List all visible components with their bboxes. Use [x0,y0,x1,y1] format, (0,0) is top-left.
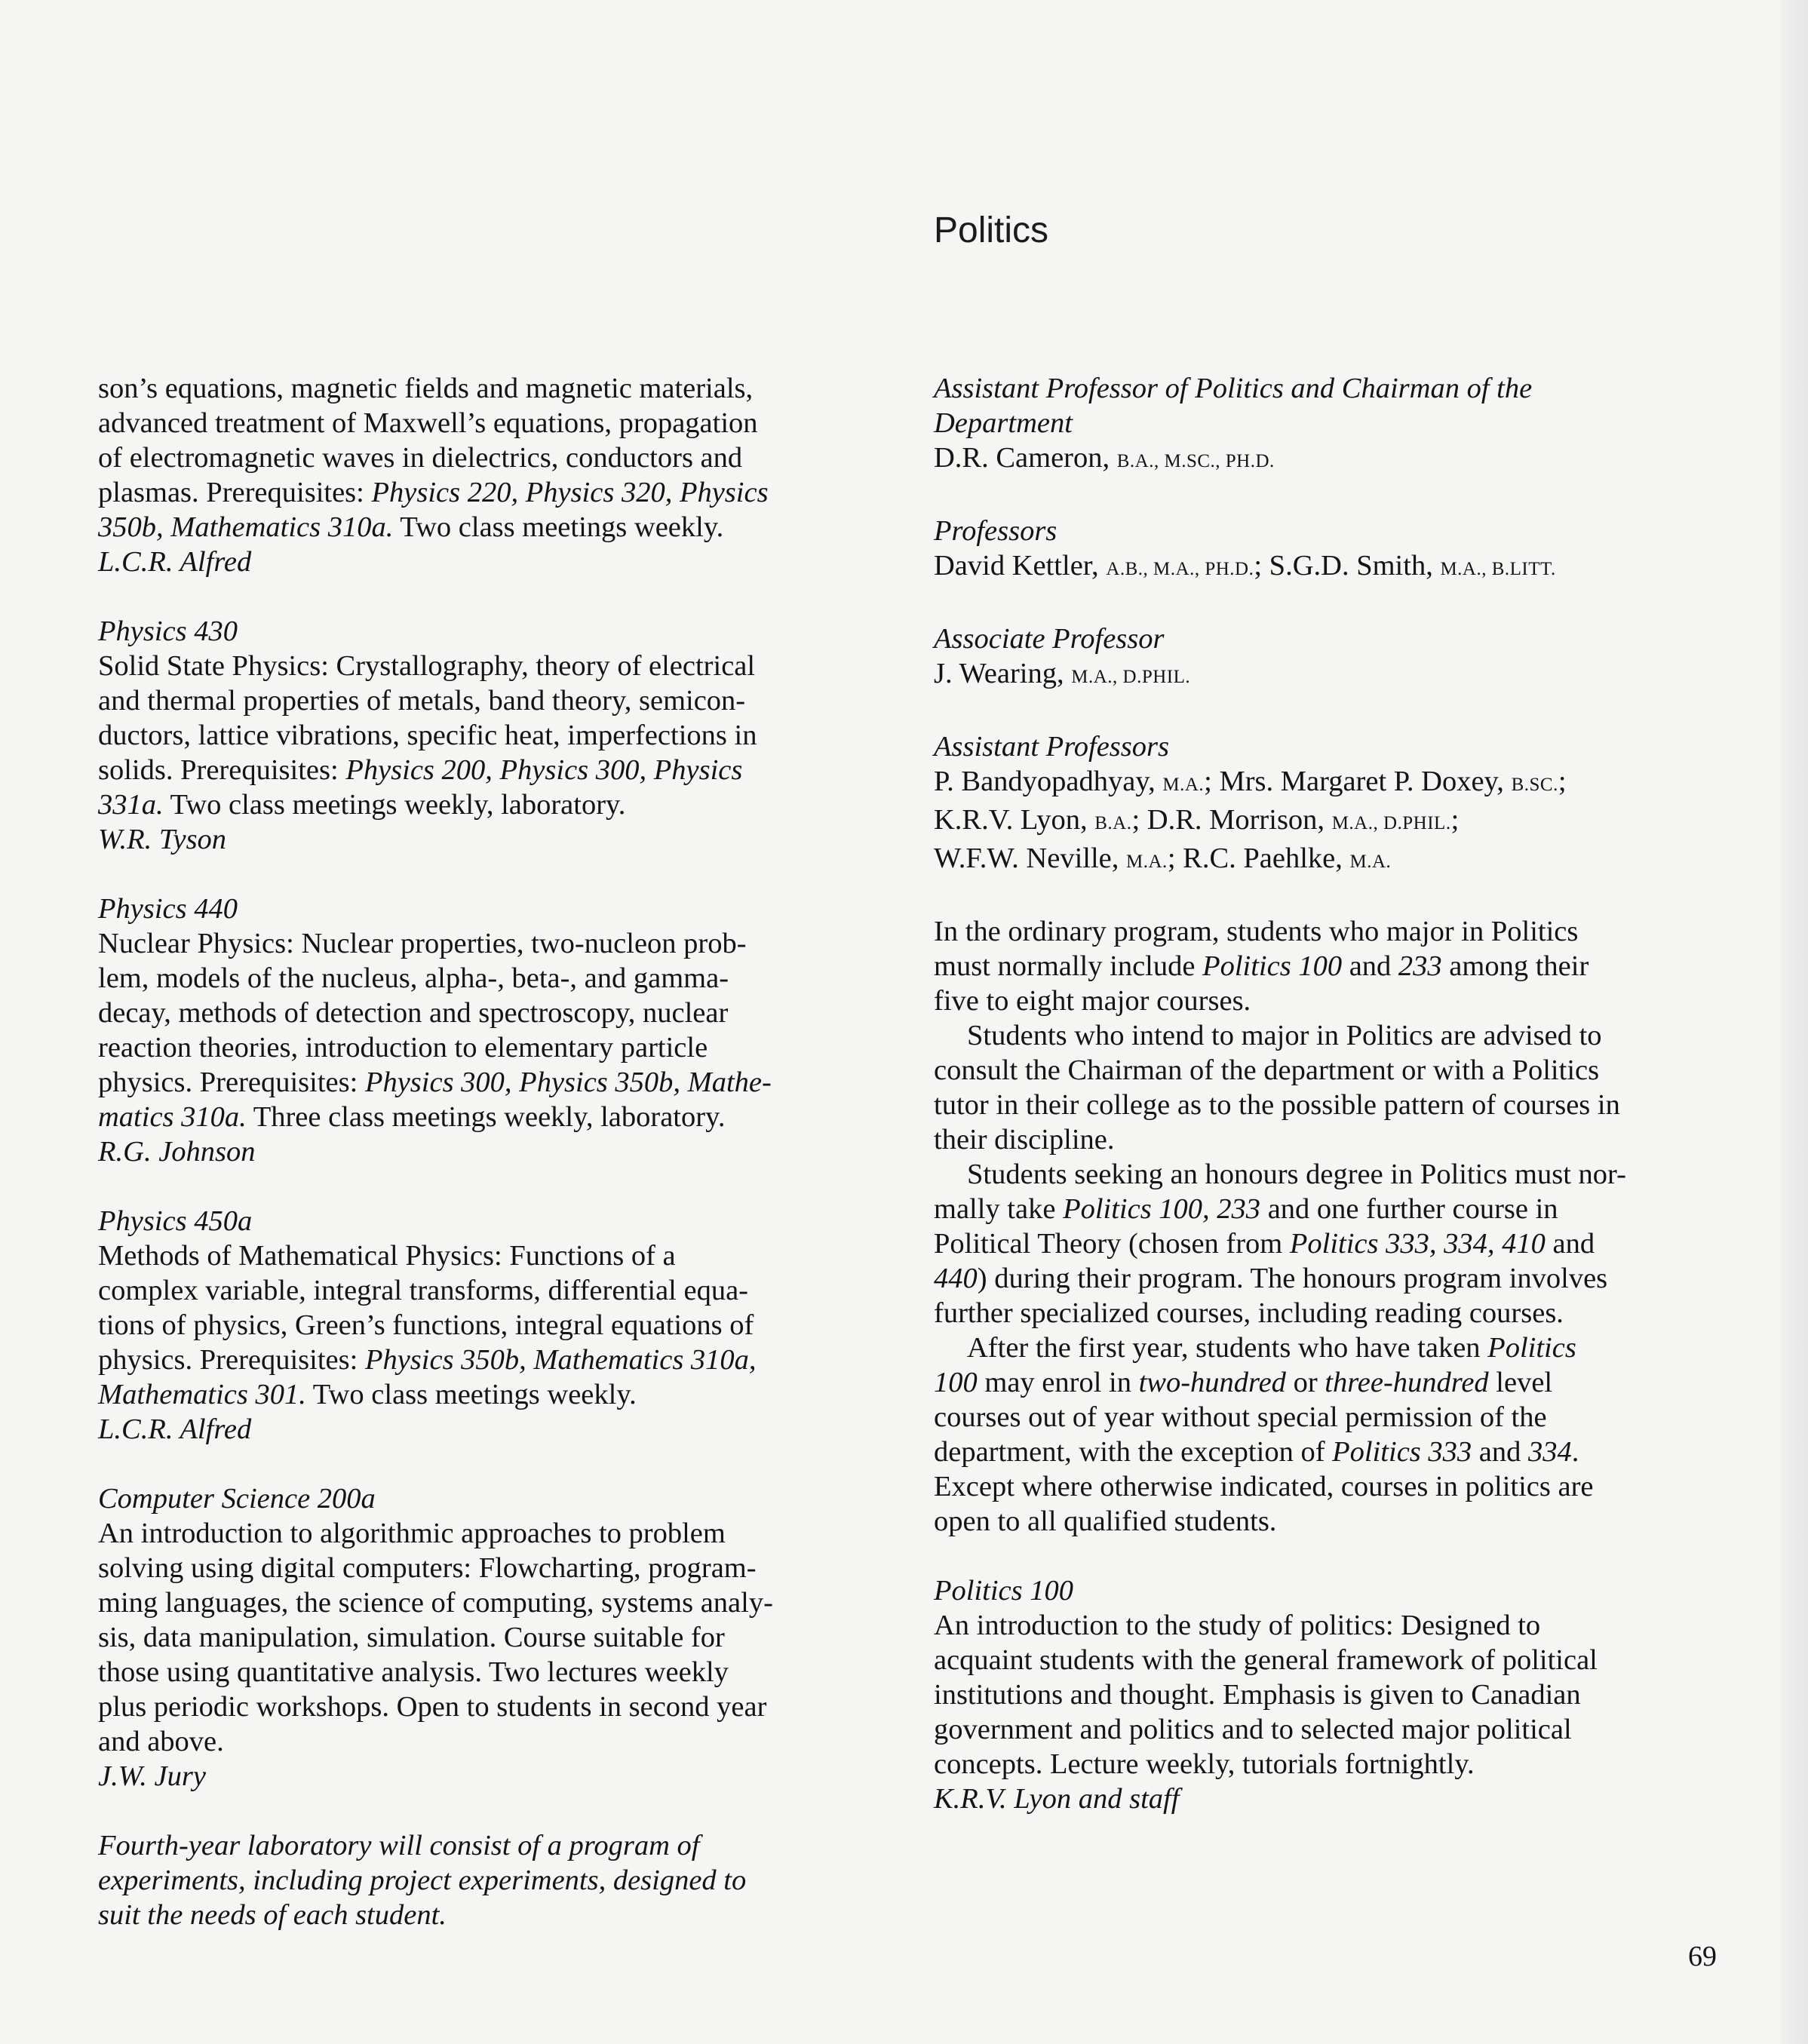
paragraph-line [934,1330,1748,1365]
course-description-line [98,753,898,787]
degrees: B.A. [1094,813,1132,833]
course-description-line: sis, data manipulation, simulation. Course suitable for [98,1622,725,1653]
degrees: A.B., M.A., PH.D. [1106,559,1254,579]
paragraph-line [934,1226,1748,1261]
note-line: experiments, including project experiments, designed to [98,1864,747,1896]
text-run: Three class meetings weekly, laboratory. [246,1101,726,1133]
course-description-line: reaction theories, introduction to elementary particle [98,1032,708,1063]
degrees: B.A., M.SC., PH.D. [1116,451,1275,471]
course-description-line: ming languages, the science of computing, systems analy- [98,1587,773,1619]
faculty-title: Assistant Professors [934,731,1169,763]
paragraph-line [934,1192,1748,1226]
course-ref: 100 [934,1367,978,1398]
course-instructor: R.G. Johnson [98,1136,256,1168]
course-ref: Politics [1487,1332,1576,1364]
paragraph-line [934,1435,1748,1469]
text-run: department, with the exception of [934,1436,1333,1468]
person-name: J. Wearing, [934,658,1072,689]
degrees: M.A. [1162,775,1205,795]
text-run: mally take [934,1193,1064,1225]
text-run: and [1472,1436,1528,1468]
course-description-line: and thermal properties of metals, band theory, semicon- [98,685,746,717]
degrees: M.A., B.LITT. [1440,559,1556,579]
faculty-title: Professors [934,515,1057,547]
note-line: Fourth-year laboratory will consist of a program of [98,1830,700,1861]
course-description-line: government and politics and to selected major political [934,1714,1572,1745]
course-description-line: advanced treatment of Maxwell’s equations, propagation [98,407,758,439]
prerequisites: 331a. [98,789,164,821]
paragraph-line: consult the Chairman of the department or with a Politics [934,1054,1600,1086]
course-description-line: complex variable, integral transforms, differential equa- [98,1275,748,1306]
course-ref: 233 [1398,950,1442,982]
text-run: physics. Prerequisites: [98,1344,365,1376]
course-ref: Politics 333 [1332,1436,1472,1468]
faculty-name [934,841,1748,879]
paragraph-line: their discipline. [934,1124,1115,1156]
course-instructor: L.C.R. Alfred [98,546,252,578]
faculty-name [934,440,1748,479]
text-run: Two class meetings weekly, laboratory. [163,789,626,821]
paragraph-line: open to all qualified students. [934,1505,1277,1537]
course-level: two-hundred [1138,1367,1286,1398]
prerequisites: Physics 200, Physics 300, Physics [345,754,743,786]
text-run: . [1571,1436,1579,1468]
faculty-professors [934,514,1748,587]
course-description-line: decay, methods of detection and spectroscopy, nuclear [98,997,729,1029]
text-run: and one further course in [1260,1193,1558,1225]
course-description-line [98,1100,898,1134]
program-description [934,914,1748,1539]
faculty-title: Assistant Professor of Politics and Chairman of the [934,373,1533,404]
separator: ; [1558,766,1567,797]
prerequisites: Physics 300, Physics 350b, Mathe- [364,1067,772,1098]
page-number: 69 [1688,1941,1717,1972]
person-name: P. Bandyopadhyay, [934,766,1163,797]
degrees: M.A., D.PHIL. [1331,813,1451,833]
course-instructor: W.R. Tyson [98,824,227,855]
person-name: ; D.R. Morrison, [1131,804,1332,836]
paragraph-line: courses out of year without special permission of the [934,1401,1547,1433]
paragraph-line: five to eight major courses. [934,985,1251,1017]
course-description-line: solving using digital computers: Flowcharting, program- [98,1552,757,1584]
text-run: and [1545,1228,1595,1260]
degrees: M.A., D.PHIL. [1071,667,1191,687]
text-run: After the first year, students who have taken [967,1332,1488,1364]
paragraph-line: Students seeking an honours degree in Politics must nor- [967,1159,1626,1190]
text-run: Two class meetings weekly. [305,1379,637,1410]
course-description-line: An introduction to the study of politics: Designed to [934,1610,1541,1641]
course-ref: 440 [934,1263,978,1294]
prerequisites: Mathematics 301. [98,1379,306,1410]
paragraph-line: In the ordinary program, students who major in Politics [934,916,1579,947]
course-code: Computer Science 200a [98,1483,376,1515]
left-column [98,371,898,1967]
note-line: suit the needs of each student. [98,1899,447,1931]
prerequisites: 350b, Mathematics 310a. [98,511,394,543]
course-description-line [98,475,898,510]
paragraph-line: tutor in their college as to the possible pattern of courses in [934,1089,1620,1121]
faculty-associate [934,621,1748,695]
faculty-assistants [934,729,1748,879]
prerequisites: matics 310a. [98,1101,247,1133]
text-run: physics. Prerequisites: [98,1067,365,1098]
faculty-name [934,764,1748,803]
text-run: plasmas. Prerequisites: [98,477,372,508]
paragraph-line: further specialized courses, including reading courses. [934,1297,1564,1329]
paragraph-line [934,949,1748,984]
faculty-name [934,803,1748,841]
course-physics-440 [98,892,898,1169]
course-instructor: L.C.R. Alfred [98,1413,252,1445]
page-title: Politics [934,210,1049,250]
course-computer-science-200a [98,1481,898,1794]
person-name: W.F.W. Neville, [934,842,1127,874]
course-description-line: Methods of Mathematical Physics: Functions of a [98,1240,676,1272]
course-code: Physics 450a [98,1205,253,1237]
person-name: S.G.D. Smith, [1269,550,1441,582]
faculty-name [934,548,1748,587]
course-ref: Politics 100 [1202,950,1343,982]
course-description-line: tions of physics, Green’s functions, integral equations of [98,1309,754,1341]
course-description-line: lem, models of the nucleus, alpha-, beta-, and gamma- [98,962,729,994]
course-ref: 334 [1527,1436,1572,1468]
course-description-line: son’s equations, magnetic fields and magnetic materials, [98,373,754,404]
prerequisites: Physics 220, Physics 320, Physics [371,477,769,508]
separator: ; [1254,550,1269,582]
course-description-line [98,1065,898,1100]
course-code: Politics 100 [934,1575,1073,1607]
course-physics-450a [98,1204,898,1447]
faculty-title: Associate Professor [934,623,1165,655]
course-description-line [98,1343,898,1377]
person-name: K.R.V. Lyon, [934,804,1095,836]
faculty-chairman [934,371,1748,479]
course-description-line [98,787,898,822]
course-description-line: Nuclear Physics: Nuclear properties, two-nucleon prob- [98,928,747,959]
paragraph-line [934,1261,1748,1296]
course-description-line: plus periodic workshops. Open to students in second year [98,1691,767,1723]
course-politics-100 [934,1573,1748,1816]
degrees: M.A. [1126,852,1168,872]
course-ref: Politics 333, 334, 410 [1289,1228,1546,1260]
right-column [934,371,1748,1851]
laboratory-note [98,1828,898,1932]
course-instructor: K.R.V. Lyon and staff [934,1783,1180,1815]
course-description-line: of electromagnetic waves in dielectrics, conductors and [98,442,743,474]
text-run: must normally include [934,950,1203,982]
page-edge-shadow [1781,0,1808,2044]
paragraph-line [934,1365,1748,1400]
degrees: B.SC. [1511,775,1558,795]
faculty-name [934,656,1748,695]
text-run: Two class meetings weekly. [393,511,724,543]
course-description-line: acquaint students with the general framework of political [934,1644,1598,1676]
course-description-line [98,510,898,545]
paragraph-line: Students who intend to major in Politics are advised to [967,1020,1602,1051]
person-name: David Kettler, [934,550,1107,582]
text-run: may enrol in [977,1367,1139,1398]
text-run: or [1285,1367,1325,1398]
text-run: level [1488,1367,1553,1398]
course-description-line: ductors, lattice vibrations, specific heat, imperfections in [98,720,757,751]
course-description-line: those using quantitative analysis. Two lectures weekly [98,1656,729,1688]
person-name: ; Mrs. Margaret P. Doxey, [1204,766,1512,797]
text-run: ) during their program. The honours program involves [977,1263,1608,1294]
course-physics-430 [98,614,898,857]
paragraph-line: Except where otherwise indicated, courses in politics are [934,1471,1594,1502]
separator: ; [1450,804,1460,836]
course-ref: Politics 100, 233 [1063,1193,1261,1225]
text-run: among their [1441,950,1589,982]
text-run: and [1342,950,1398,982]
course-description-line [98,1377,898,1412]
person-name: ; R.C. Paehlke, [1167,842,1350,874]
course-description-line: Solid State Physics: Crystallography, theory of electrical [98,650,756,682]
course-description-line: and above. [98,1726,224,1757]
text-run: Political Theory (chosen from [934,1228,1290,1260]
faculty-title: Department [934,407,1073,439]
prerequisites: Physics 350b, Mathematics 310a, [364,1344,757,1376]
course-level: three-hundred [1325,1367,1489,1398]
text-run: solids. Prerequisites: [98,754,346,786]
course-description-line: An introduction to algorithmic approaches to problem [98,1518,726,1549]
course-description-line: concepts. Lecture weekly, tutorials fortnightly. [934,1748,1475,1780]
course-code: Physics 430 [98,615,238,647]
degrees: M.A. [1349,852,1392,872]
course-code: Physics 440 [98,893,238,925]
course-instructor: J.W. Jury [98,1760,206,1792]
course-description-line: institutions and thought. Emphasis is given to Canadian [934,1679,1581,1711]
person-name: D.R. Cameron, [934,442,1117,474]
course-physics-continued [98,371,898,579]
